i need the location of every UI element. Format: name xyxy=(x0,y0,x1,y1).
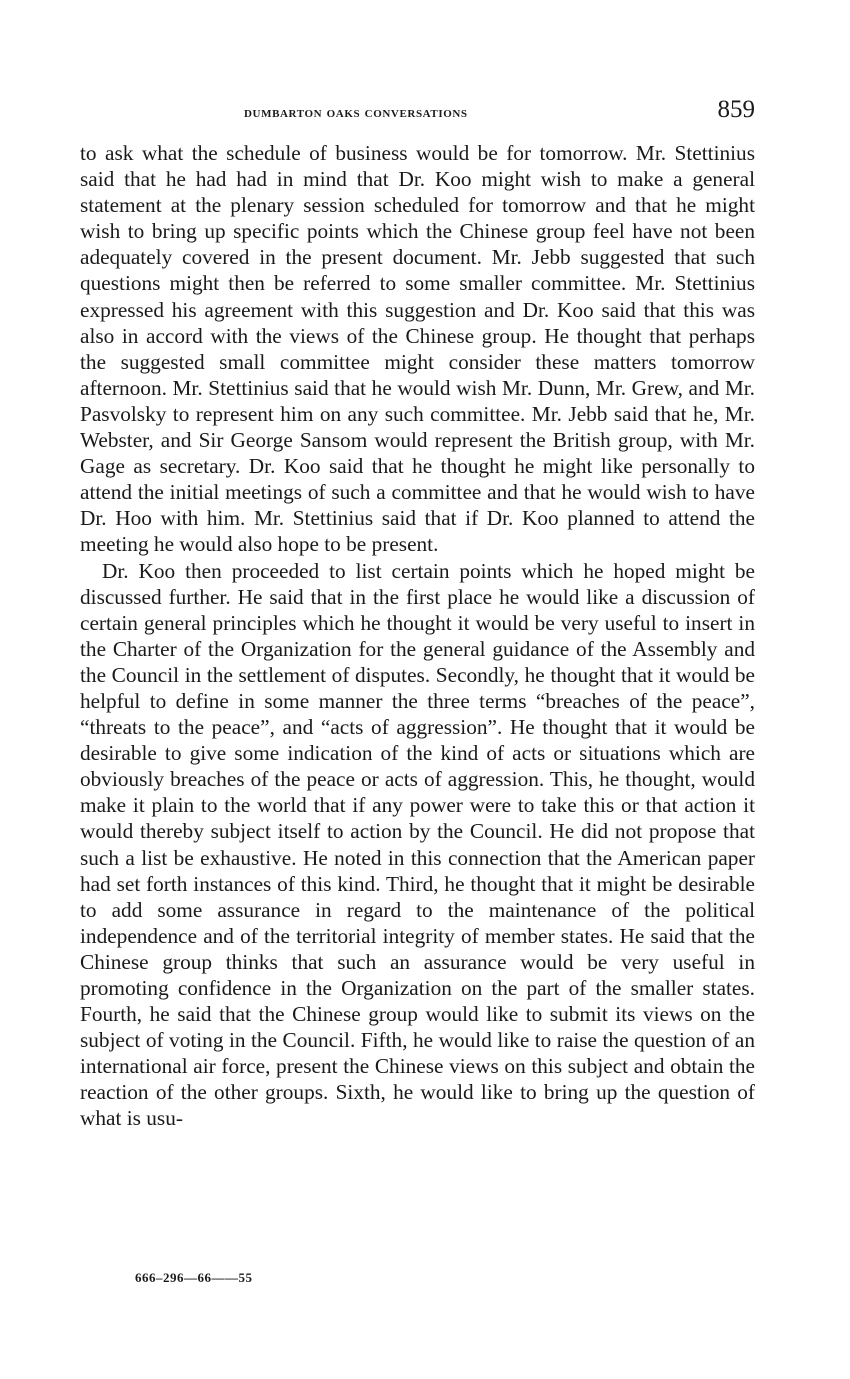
running-head: dumbarton oaks conversations xyxy=(244,104,468,121)
page-number: 859 xyxy=(717,96,755,123)
paragraph-continued: to ask what the schedule of business would be for tomorrow. Mr. Stettinius said that he had had in mind that Dr. Koo might wish to make a general statement at the plenary session scheduled for tomorrow and that he might wish to bring up specific points which the Chinese group feel have not been adequately covered in the present document. Mr. Jebb suggested that such questions might then be referred to some smaller committee. Mr. Stettinius expressed his agreement with this suggestion and Dr. Koo said that this was also in accord with the views of the Chinese group. He thought that perhaps the suggested small committee might consider these matters tomorrow afternoon. Mr. Stettinius said that he would wish Mr. Dunn, Mr. Grew, and Mr. Pasvolsky to represent him on any such committee. Mr. Jebb said that he, Mr. Webster, and Sir George Sansom would represent the British group, with Mr. Gage as secretary. Dr. Koo said that he thought he might like personally to attend the initial meetings of such a committee and that he would wish to have Dr. Hoo with him. Mr. Stettinius said that if Dr. Koo planned to attend the meeting he would also hope to be present. xyxy=(80,141,755,557)
paragraph-koo-points: Dr. Koo then proceeded to list certain points which he hoped might be discussed further. He said that in the first place he would like a discussion of certain general principles which he thought it would be very useful to insert in the Charter of the Organization for the general guidance of the Assembly and the Council in the settlement of disputes. Secondly, he thought that it would be helpful to define in some manner the three terms “breaches of the peace”, “threats to the peace”, and “acts of aggression”. He thought that it would be desirable to give some indication of the kind of acts or situations which are obviously breaches of the peace or acts of aggression. This, he thought, would make it plain to the world that if any power were to take this or that action it would thereby subject itself to action by the Council. He did not propose that such a list be exhaustive. He noted in this connection that the American paper had set forth instances of this kind. Third, he thought that it might be desirable to add some assurance in regard to the maintenance of the political independence and of the territorial integrity of member states. He said that the Chinese group thinks that such an assurance would be very useful in promoting confidence in the Organization on the part of the smaller states. Fourth, he said that the Chinese group would like to submit its views on the subject of voting in the Council. Fifth, he would like to raise the question of an international air force, present the Chinese views on this subject and obtain the reaction of the other groups. Sixth, he would like to bring up the question of what is usu- xyxy=(80,558,755,1131)
print-code: 666–296—66——55 xyxy=(135,1270,253,1285)
page-header xyxy=(80,96,755,128)
body-text xyxy=(80,140,755,1132)
